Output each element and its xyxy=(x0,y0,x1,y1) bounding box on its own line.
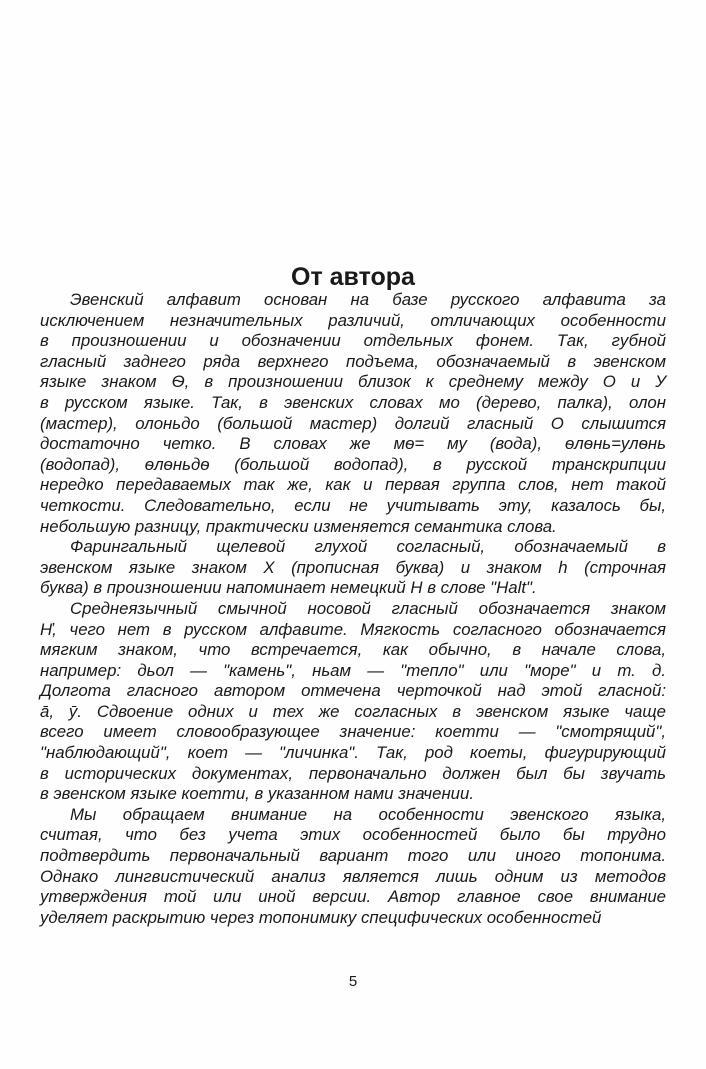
text-line: нередко передаваемых так же, как и первая группа слов, нет такой xyxy=(40,475,666,495)
text-line: исключением незначительных различий, отличающих особенности xyxy=(40,310,666,330)
text-line: Однако лингвистический анализ является лишь одним из методов xyxy=(40,866,666,886)
text-line: в русском языке. Так, в эвенских словах мо (дерево, палка), олон xyxy=(40,392,666,412)
text-line: считая, что без учета этих особенностей было бы трудно xyxy=(40,825,666,845)
text-line: Долгота гласного автором отмечена черточкой над этой гласной: xyxy=(40,681,666,701)
text-line: в эвенском языке коетти, в указанном нами значении. xyxy=(40,784,475,804)
text-line: подтвердить первоначальный вариант того или иного топонима. xyxy=(40,846,666,866)
text-line: всего имеет словообразующее значение: коетти — "смотрящий", xyxy=(40,722,666,742)
text-line: небольшую разницу, практически изменяется семантика слова. xyxy=(40,516,557,536)
paragraph xyxy=(40,290,666,537)
text-line: мягким знаком, что встречается, как обычно, в начале слова, xyxy=(40,640,666,660)
text-line: "наблюдающий", коет — "личинка". Так, род коеты, фигурирующий xyxy=(40,743,666,763)
text-line: (мастер), олоньдо (большой мастер) долгий гласный О слышится xyxy=(40,413,666,433)
text-line: в исторических документах, первоначально должен был бы звучать xyxy=(40,763,666,783)
text-line: достаточно четко. В словах же мѳ= му (вода), ѳлѳнь=улѳнь xyxy=(40,434,666,454)
text-line: утверждения той или иной версии. Автор главное свое внимание xyxy=(40,887,666,907)
paragraph xyxy=(40,537,666,599)
text-line: гласный заднего ряда верхнего подъема, обозначаемый в эвенском xyxy=(40,351,666,371)
text-line: Эвенский алфавит основан на базе русского алфавита за xyxy=(70,290,666,309)
paragraph xyxy=(40,599,666,805)
page-title: От автора xyxy=(291,262,415,291)
paragraph xyxy=(40,805,666,929)
text-line: эвенском языке знаком Х (прописная буква) и знаком һ (строчная xyxy=(40,557,666,577)
text-line: языке знаком Ѳ, в произношении близок к среднему между О и У xyxy=(40,372,666,392)
text-line: Фарингальный щелевой глухой согласный, обозначаемый в xyxy=(70,537,666,557)
text-line: Мы обращаем внимание на особенности эвенского языка, xyxy=(70,804,666,824)
page-number: 5 xyxy=(348,973,358,990)
text-line: в произношении и обозначении отдельных фонем. Так, губной xyxy=(40,331,666,351)
text-line: Н҆, чего нет в русском алфавите. Мягкость согласного обозначается xyxy=(40,619,666,639)
text-line: например: дьол — "камень", ньам — "тепло" или "море" и т. д. xyxy=(40,660,666,680)
text-line: Среднеязычный смычной носовой гласный обозначается знаком xyxy=(70,598,666,618)
body-text xyxy=(40,290,666,928)
text-line: ā, ӯ. Сдвоение одних и тех же согласных в эвенском языке чаще xyxy=(40,701,666,721)
text-line: буква) в произношении напоминает немецкий Н в слове "Halt". xyxy=(40,578,537,598)
text-line: четкости. Следовательно, если не учитывать эту, казалось бы, xyxy=(40,495,666,515)
text-line: уделяет раскрытию через топонимику специфических особенностей xyxy=(40,907,602,927)
text-line: (водопад), ѳлѳньдѳ (большой водопад), в русской транскрипции xyxy=(40,454,666,474)
